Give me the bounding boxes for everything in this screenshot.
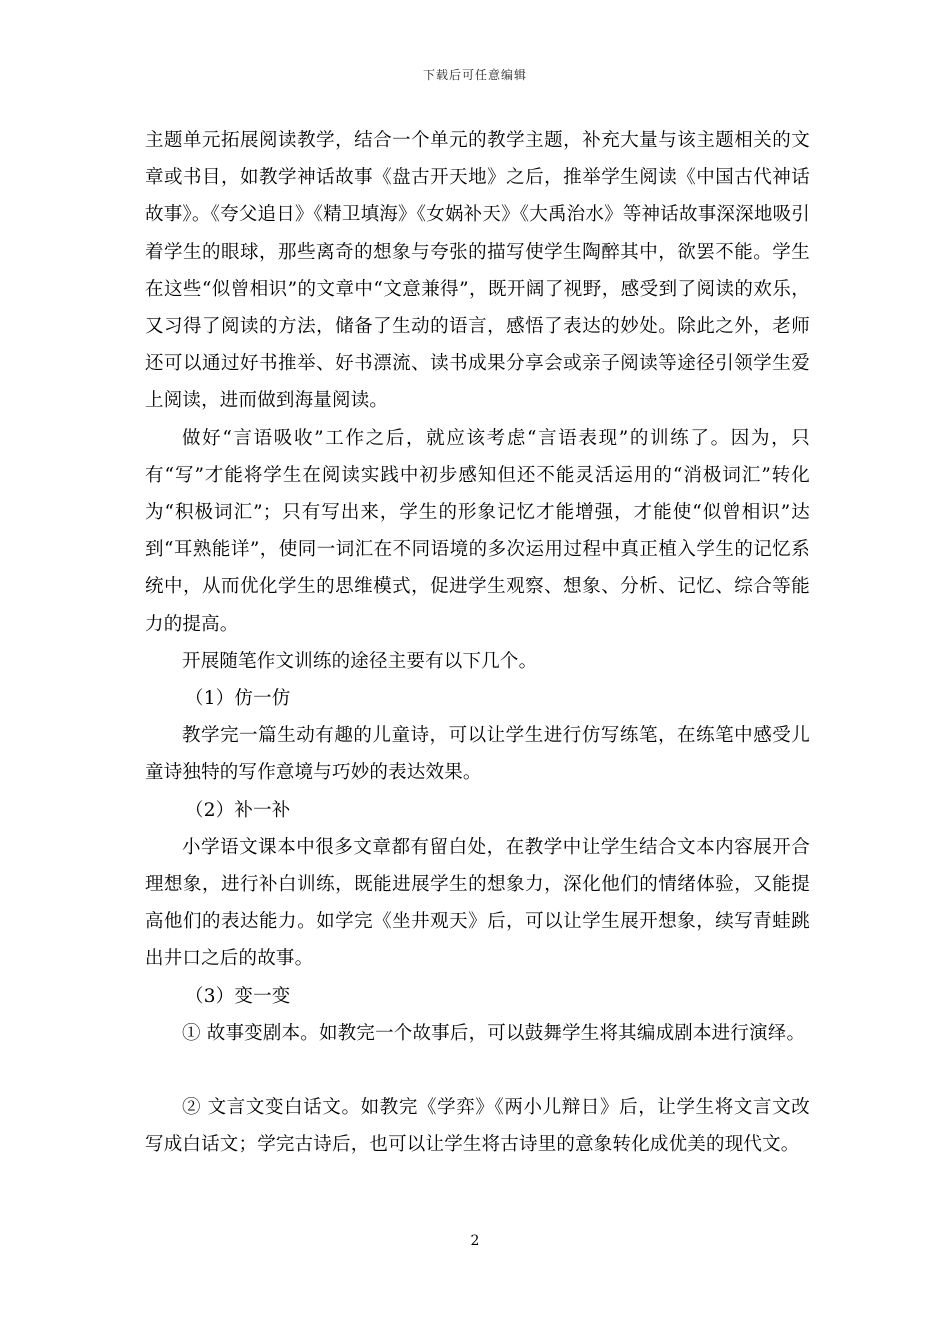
document-body: [145, 122, 810, 1163]
paragraph-supplement: 小学语文课本中很多文章都有留白处，在教学中让学生结合文本内容展开合理想象，进行补白训练，既能进展学生的想象力，深化他们的情绪体验，又能提高他们的表达能力。如学完《坐井观天》后，可以让学生展开想象，续写青蛙跳出井口之后的故事。: [145, 836, 810, 970]
heading-imitate: （1）仿一仿: [185, 688, 291, 710]
paragraph-story-to-script: ① 故事变剧本。如教完一个故事后，可以鼓舞学生将其编成剧本进行演绎。: [182, 1022, 806, 1044]
page-header: 下载后可任意编辑: [422, 68, 527, 82]
paragraph-classical-to-vernacular: ② 文言文变白话文。如教完《学弈》《两小儿辩日》后，让学生将文言文改写成白话文；学完古诗后，也可以让学生将古诗里的意象转化成优美的现代文。: [145, 1097, 810, 1156]
paragraph-language-expression: 做好“言语吸收”工作之后，就应该考虑“言语表现”的训练了。因为，只有“写”才能将学生在阅读实践中初步感知但还不能灵活运用的“消极词汇”转化为“积极词汇”；只有写出来，学生的形象记忆才能增强，才能使“似曾相识”达到“耳熟能详”，使同一词汇在不同语境的多次运用过程中真正植入学生的记忆系统中，从而优化学生的思维模式，促进学生观察、想象、分析、记忆、综合等能力的提高。: [145, 427, 810, 635]
paragraph-reading-expansion: 主题单元拓展阅读教学，结合一个单元的教学主题，补充大量与该主题相关的文章或书目，如教学神话故事《盘古开天地》之后，推举学生阅读《中国古代神话故事》。《夸父追日》《精卫填海》《女娲补天》《大禹治水》等神话故事深深地吸引着学生的眼球，那些离奇的想象与夸张的描写使学生陶醉其中，欲罢不能。学生在这些“似曾相识”的文章中“文意兼得”，既开阔了视野，感受到了阅读的欢乐，又习得了阅读的方法，储备了生动的语言，感悟了表达的妙处。除此之外，老师还可以通过好书推举、好书漂流、读书成果分享会或亲子阅读等途径引领学生爱上阅读，进而做到海量阅读。: [145, 130, 810, 412]
blank-line: [145, 1052, 810, 1089]
heading-supplement: （2）补一补: [185, 799, 291, 821]
paragraph-imitate: 教学完一篇生动有趣的儿童诗，可以让学生进行仿写练笔，在练笔中感受儿童诗独特的写作意境与巧妙的表达效果。: [145, 725, 810, 784]
paragraph-writing-approaches: 开展随笔作文训练的途径主要有以下几个。: [182, 650, 538, 672]
heading-transform: （3）变一变: [185, 985, 291, 1007]
page-number: 2: [470, 1233, 480, 1249]
